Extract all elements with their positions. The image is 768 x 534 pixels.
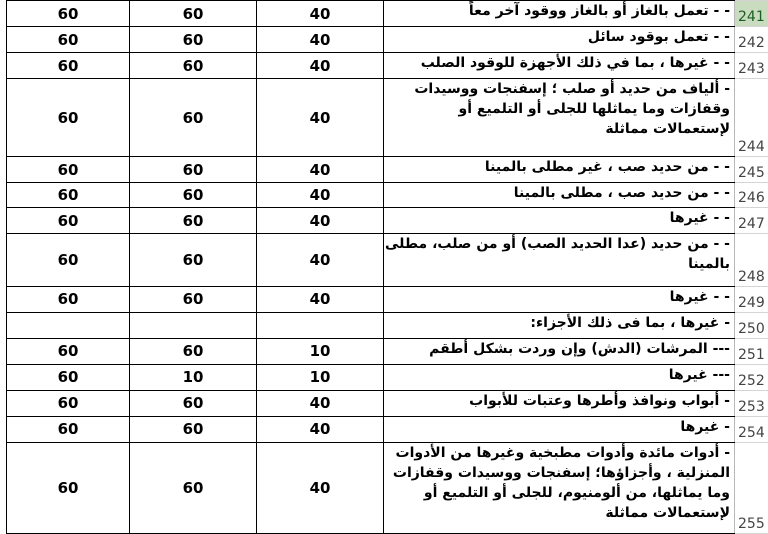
cell-value-1[interactable]: 40 — [257, 416, 384, 442]
cell-value-3[interactable]: 60 — [7, 157, 130, 183]
table-row — [7, 183, 768, 208]
cell-value-3[interactable]: 60 — [7, 442, 130, 533]
table-row — [7, 27, 768, 53]
row-header[interactable]: 241 — [735, 1, 768, 27]
table-row — [7, 390, 768, 416]
table-row — [7, 53, 768, 79]
table-row — [7, 338, 768, 364]
table-row — [7, 79, 768, 157]
cell-description[interactable]: - ألياف من حديد أو صلب ؛ إسفنجات ووسيدات وقفازات وما يماثلها للجلى أو التلميع أو لإستعمالات مماثلة — [384, 79, 735, 157]
cell-description[interactable]: - أدوات مائدة وأدوات مطبخية وغيرها من الأدوات المنزلية ، وأجزاؤها؛ إسفنجات ووسيدات وقفازات وما يماثلها، من ألومنيوم، للجلى أو التلميع أو لإستعمالات مماثلة — [384, 442, 735, 533]
cell-value-3[interactable]: 60 — [7, 79, 130, 157]
cell-value-2[interactable]: 60 — [130, 157, 257, 183]
cell-description[interactable]: - أبواب ونوافذ وأطرها وعتبات للأبواب — [384, 390, 735, 416]
cell-description[interactable]: - - تعمل بالغاز أو بالغاز ووقود آخر معاً — [384, 1, 735, 27]
cell-value-2[interactable]: 60 — [130, 286, 257, 312]
cell-value-2[interactable]: 60 — [130, 442, 257, 533]
cell-value-3[interactable] — [7, 312, 130, 338]
row-header[interactable]: 250 — [735, 312, 768, 338]
row-header[interactable]: 248 — [735, 234, 768, 286]
cell-value-1[interactable]: 40 — [257, 208, 384, 234]
cell-description[interactable]: - - غيرها — [384, 208, 735, 234]
cell-value-2[interactable]: 60 — [130, 79, 257, 157]
table-row — [7, 416, 768, 442]
row-header[interactable]: 242 — [735, 27, 768, 53]
cell-description[interactable]: - - تعمل بوقود سائل — [384, 27, 735, 53]
cell-value-1[interactable]: 40 — [257, 157, 384, 183]
row-header[interactable]: 244 — [735, 79, 768, 157]
row-header[interactable]: 252 — [735, 364, 768, 390]
cell-value-1[interactable]: 10 — [257, 364, 384, 390]
cell-description[interactable]: - - غيرها ، بما في ذلك الأجهزة للوقود الصلب — [384, 53, 735, 79]
cell-value-2[interactable]: 60 — [130, 338, 257, 364]
cell-value-2[interactable]: 60 — [130, 416, 257, 442]
cell-value-2[interactable] — [130, 312, 257, 338]
cell-value-3[interactable]: 60 — [7, 416, 130, 442]
cell-description[interactable]: --- غيرها — [384, 364, 735, 390]
cell-value-1[interactable]: 40 — [257, 53, 384, 79]
cell-value-2[interactable]: 60 — [130, 27, 257, 53]
row-header[interactable]: 245 — [735, 157, 768, 183]
cell-value-2[interactable]: 60 — [130, 1, 257, 27]
cell-value-1[interactable]: 40 — [257, 286, 384, 312]
table-row — [7, 286, 768, 312]
cell-value-2[interactable]: 60 — [130, 234, 257, 286]
cell-value-1[interactable]: 40 — [257, 234, 384, 286]
cell-description[interactable]: --- المرشات (الدش) وإن وردت بشكل أطقم — [384, 338, 735, 364]
row-header[interactable]: 249 — [735, 286, 768, 312]
row-header[interactable]: 243 — [735, 53, 768, 79]
cell-value-2[interactable]: 10 — [130, 364, 257, 390]
row-header[interactable]: 247 — [735, 208, 768, 234]
left-edge — [0, 0, 6, 534]
cell-value-3[interactable]: 60 — [7, 234, 130, 286]
cell-value-1[interactable]: 40 — [257, 27, 384, 53]
table-row — [7, 208, 768, 234]
cell-value-3[interactable]: 60 — [7, 390, 130, 416]
cell-description[interactable]: - - من حديد صب ، مطلى بالمينا — [384, 183, 735, 208]
cell-value-3[interactable]: 60 — [7, 27, 130, 53]
row-header[interactable]: 255 — [735, 442, 768, 533]
table-body — [7, 1, 768, 534]
cell-value-1[interactable]: 40 — [257, 1, 384, 27]
cell-description[interactable]: - - من حديد صب ، غير مطلى بالمينا — [384, 157, 735, 183]
cell-description[interactable]: - - من حديد (عدا الحديد الصب) أو من صلب، مطلى بالمينا — [384, 234, 735, 286]
cell-value-3[interactable]: 60 — [7, 1, 130, 27]
table-row — [7, 157, 768, 183]
cell-description[interactable]: - غيرها — [384, 416, 735, 442]
cell-value-3[interactable]: 60 — [7, 338, 130, 364]
cell-value-3[interactable]: 60 — [7, 208, 130, 234]
cell-value-3[interactable]: 60 — [7, 53, 130, 79]
cell-description[interactable]: - غيرها ، بما فى ذلك الأجزاء: — [384, 312, 735, 338]
table-row — [7, 442, 768, 533]
cell-value-1[interactable] — [257, 312, 384, 338]
cell-value-2[interactable]: 60 — [130, 53, 257, 79]
table-row — [7, 364, 768, 390]
cell-value-1[interactable]: 10 — [257, 338, 384, 364]
spreadsheet-table — [6, 0, 768, 534]
row-header[interactable]: 246 — [735, 183, 768, 208]
cell-value-1[interactable]: 40 — [257, 390, 384, 416]
cell-value-3[interactable]: 60 — [7, 364, 130, 390]
cell-value-1[interactable]: 40 — [257, 442, 384, 533]
cell-value-2[interactable]: 60 — [130, 183, 257, 208]
cell-value-1[interactable]: 40 — [257, 183, 384, 208]
cell-value-1[interactable]: 40 — [257, 79, 384, 157]
cell-value-3[interactable]: 60 — [7, 286, 130, 312]
table-row — [7, 234, 768, 286]
cell-description[interactable]: - - غيرها — [384, 286, 735, 312]
cell-value-2[interactable]: 60 — [130, 208, 257, 234]
row-header[interactable]: 251 — [735, 338, 768, 364]
table-row — [7, 312, 768, 338]
cell-value-2[interactable]: 60 — [130, 390, 257, 416]
cell-value-3[interactable]: 60 — [7, 183, 130, 208]
row-header[interactable]: 254 — [735, 416, 768, 442]
row-header[interactable]: 253 — [735, 390, 768, 416]
table-row — [7, 1, 768, 27]
